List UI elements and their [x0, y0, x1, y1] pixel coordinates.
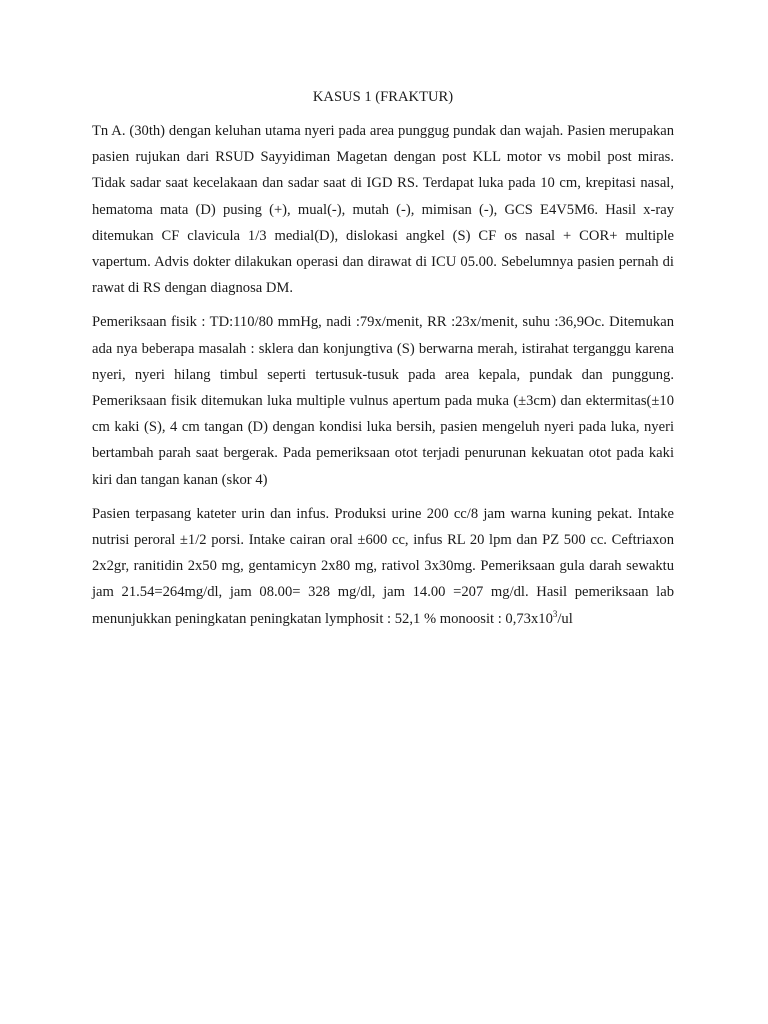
paragraph-case-history: Tn A. (30th) dengan keluhan utama nyeri pada area punggug pundak dan wajah. Pasien merupakan pasien rujukan dari RSUD Sayyidiman Magetan dengan post KLL motor vs mobil post miras. Tidak sadar saat kecelakaan dan sadar saat di IGD RS. Terdapat luka pada 10 cm, krepitasi nasal, hematoma mata (D) pusing (+), mual(-), mutah (-), mimisan (-), GCS E4V5M6. Hasil x-ray ditemukan CF clavicula 1/3 medial(D), dislokasi angkel (S) CF os nasal + COR+ multiple vapertum. Advis dokter dilakukan operasi dan dirawat di ICU 05.00. Sebelumnya pasien pernah di rawat di RS dengan diagnosa DM. — [92, 123, 674, 297]
paragraph-treatment-lab — [92, 501, 674, 632]
document-title: KASUS 1 (FRAKTUR) — [312, 89, 454, 105]
paragraph-unit-text: /ul — [557, 610, 573, 627]
paragraph-physical-exam: Pemeriksaan fisik : TD:110/80 mmHg, nadi :79x/menit, RR :23x/menit, suhu :36,9Oc. Ditemukan ada nya beberapa masalah : sklera dan konjungtiva (S) berwarna merah, istirahat terganggu karena nyeri, nyeri hilang timbul seperti tertusuk-tusuk pada area kepala, pundak dan punggung. Pemeriksaan fisik ditemukan luka multiple vulnus apertum pada muka (±3cm) dan ektermitas(±10 cm kaki (S), 4 cm tangan (D) dengan kondisi luka bersih, pasien mengeluh nyeri pada luka, nyeri bertambah parah saat bergerak. Pada pemeriksaan otot terjadi penurunan kekuatan otot pada kaki kiri dan tangan kanan (skor 4) — [92, 314, 674, 488]
paragraph-treatment-text: Pasien terpasang kateter urin dan infus. Produksi urine 200 cc/8 jam warna kuning pekat. Intake nutrisi peroral ±1/2 porsi. Intake cairan oral ±600 cc, infus RL 20 lpm dan PZ 500 cc. Ceftriaxon 2x2gr, ranitidin 2x50 mg, gentamicyn 2x80 mg, rativol 3x30mg. Pemeriksaan gula darah sewaktu jam 21.54=264mg/dl, jam 08.00= 328 mg/dl, jam 14.00 =207 mg/dl. Hasil pemeriksaan lab menunjukkan peningkatan peningkatan lymphosit : 52,1 % monoosit : 0,73x10 — [92, 505, 674, 627]
superscript-exponent: 3 — [552, 608, 558, 619]
document-body — [92, 86, 674, 640]
